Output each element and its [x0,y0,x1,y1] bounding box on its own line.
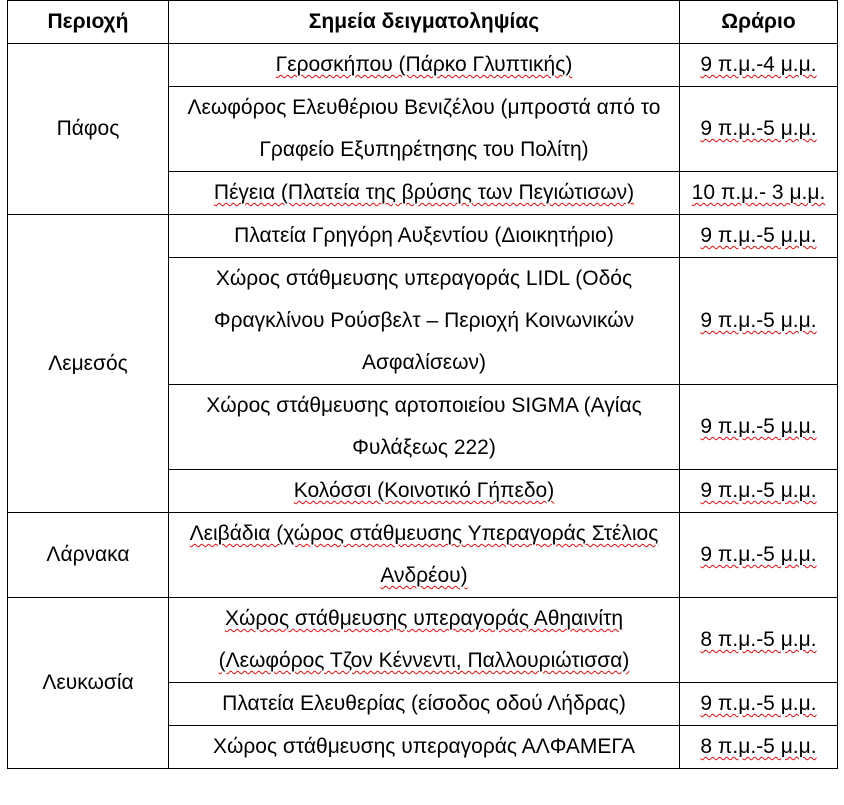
point-cell: Πλατεία Γρηγόρη Αυξεντίου (Διοικητήριο) [169,215,680,258]
point-cell: Λεωφόρος Ελευθέριου Βενιζέλου (μπροστά από το Γραφείο Εξυπηρέτησης του Πολίτη) [169,87,680,172]
header-points: Σημεία δειγματοληψίας [169,1,680,44]
hours-cell: 8 π.μ.-5 μ.μ. [680,726,838,769]
point-cell: Πλατεία Ελευθερίας (είσοδος οδού Λήδρας) [169,683,680,726]
hours-cell: 9 π.μ.-4 μ.μ. [680,44,838,87]
point-cell: Χώρος στάθμευσης υπεραγοράς LIDL (Οδός Φραγκλίνου Ρούσβελτ – Περιοχή Κοινωνικών Ασφαλίσεων) [169,258,680,385]
table-row [8,513,838,598]
point-cell: Πέγεια (Πλατεία της βρύσης των Πεγιώτισων) [169,172,680,215]
point-cell: Χώρος στάθμευσης υπεραγοράς Αθηαινίτη (Λεωφόρος Τζον Κέννεντι, Παλλουριώτισσα) [169,598,680,683]
hours-cell: 9 π.μ.-5 μ.μ. [680,215,838,258]
region-cell: Πάφος [8,44,169,215]
hours-cell: 9 π.μ.-5 μ.μ. [680,470,838,513]
hours-cell: 9 π.μ.-5 μ.μ. [680,385,838,470]
hours-cell: 8 π.μ.-5 μ.μ. [680,598,838,683]
hours-cell: 9 π.μ.-5 μ.μ. [680,683,838,726]
table-row [8,44,838,87]
region-cell: Λεμεσός [8,215,169,513]
point-cell: Χώρος στάθμευσης υπεραγοράς ΑΛΦΑΜΕΓΑ [169,726,680,769]
table-row [8,215,838,258]
region-cell: Λάρνακα [8,513,169,598]
point-cell: Γεροσκήπου (Πάρκο Γλυπτικής) [169,44,680,87]
point-cell: Κολόσσι (Κοινοτικό Γήπεδο) [169,470,680,513]
header-hours: Ωράριο [680,1,838,44]
sampling-points-table [7,0,838,769]
region-cell: Λευκωσία [8,598,169,769]
hours-cell: 9 π.μ.-5 μ.μ. [680,87,838,172]
hours-cell: 9 π.μ.-5 μ.μ. [680,258,838,385]
point-cell: Χώρος στάθμευσης αρτοποιείου SIGMA (Αγίας Φυλάξεως 222) [169,385,680,470]
table-row [8,598,838,683]
header-row [8,1,838,44]
point-cell: Λειβάδια (χώρος στάθμευσης Υπεραγοράς Στέλιος Ανδρέου) [169,513,680,598]
hours-cell: 9 π.μ.-5 μ.μ. [680,513,838,598]
header-region: Περιοχή [8,1,169,44]
hours-cell: 10 π.μ.- 3 μ.μ. [680,172,838,215]
